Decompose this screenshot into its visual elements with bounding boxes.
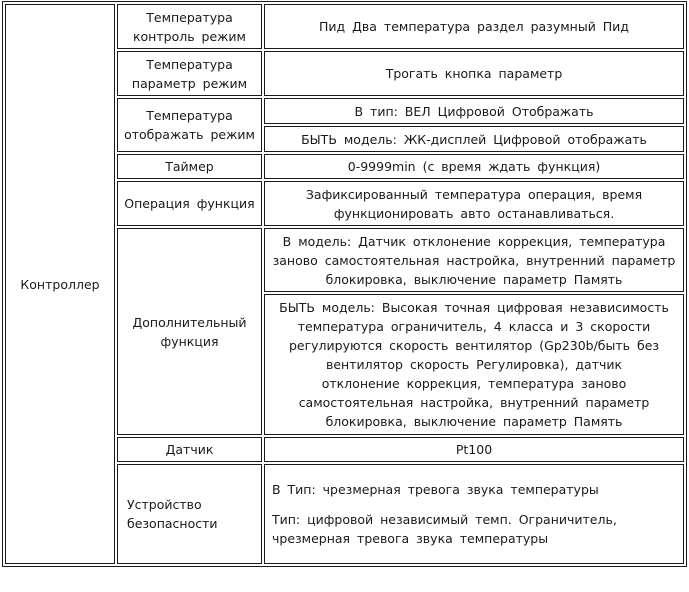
value-line: Pt100 xyxy=(455,442,493,457)
label-line: Дополнительный xyxy=(132,314,247,330)
label-line: Температура xyxy=(146,9,233,25)
label-line: контроль режим xyxy=(132,28,246,44)
value-line: БЫТЬ модель: Высокая точная цифровая независимость xyxy=(279,300,669,315)
label-cell xyxy=(117,154,262,179)
row-temp-control xyxy=(5,4,684,49)
value-line: Зафиксированный температура операция, время xyxy=(305,186,643,202)
value-line: Тип: цифровой независимый темп. Ограничитель, xyxy=(272,512,617,527)
value-cell xyxy=(264,154,684,179)
value-line: В Тип: чрезмерная тревога звука температуры xyxy=(272,482,599,497)
label-line: Устройство xyxy=(127,497,202,512)
value-cell xyxy=(264,98,684,124)
value-cell xyxy=(264,4,684,49)
label-cell xyxy=(117,228,262,435)
value-cell xyxy=(264,437,684,462)
value-line: отклонение коррекция, температура заново xyxy=(321,376,627,391)
label-cell xyxy=(117,437,262,462)
label-cell xyxy=(117,181,262,226)
value-cell xyxy=(264,126,684,152)
label-line: безопасности xyxy=(127,516,218,531)
value-line: В модель: Датчик отклонение коррекция, температура xyxy=(282,233,666,249)
value-line: блокировка, выключение параметр Память xyxy=(325,271,623,287)
label-line: Таймер xyxy=(165,159,214,174)
label-cell xyxy=(117,51,262,96)
value-line: самостоятельная настройка, внутренний параметр xyxy=(298,395,650,410)
value-line: температура ограничитель, 4 класса и 3 скорости xyxy=(297,319,651,334)
value-cell xyxy=(264,464,684,564)
label-line: Температура xyxy=(146,56,233,72)
value-line: вентилятор скорость Регулировка), датчик xyxy=(325,357,623,372)
label-line: параметр режим xyxy=(131,75,248,91)
value-line: блокировка, выключение параметр Память xyxy=(325,414,623,429)
section-cell xyxy=(5,4,115,564)
label-line: Операция функция xyxy=(124,196,255,211)
label-cell xyxy=(117,464,262,564)
value-cell xyxy=(264,294,684,435)
label-line: отображать режим xyxy=(124,127,255,142)
value-line: Пид Два температура раздел разумный Пид xyxy=(319,19,629,34)
value-cell xyxy=(264,228,684,292)
value-line: В тип: ВЕЛ Цифровой Отображать xyxy=(354,103,594,119)
value-line: Трогать кнопка параметр xyxy=(385,66,563,81)
value-cell xyxy=(264,51,684,96)
spec-table xyxy=(2,1,687,567)
label-line: Температура xyxy=(146,108,233,123)
label-cell xyxy=(117,98,262,152)
label-line: функция xyxy=(160,333,219,349)
label-line: Датчик xyxy=(165,442,214,457)
value-cell xyxy=(264,181,684,226)
label-cell xyxy=(117,4,262,49)
value-line: регулируются скорость вентилятор (Gp230b/быть без xyxy=(288,338,660,353)
value-line: функционировать авто останавливаться. xyxy=(333,205,615,221)
value-line: БЫТЬ модель: ЖК-дисплей Цифровой отображать xyxy=(301,131,647,147)
section-label: Контроллер xyxy=(20,276,100,292)
value-line: заново самостоятельная настройка, внутренний параметр xyxy=(272,252,676,268)
value-line: чрезмерная тревога звука температуры xyxy=(272,531,549,546)
value-line: 0-9999min (с время ждать функция) xyxy=(347,159,601,174)
